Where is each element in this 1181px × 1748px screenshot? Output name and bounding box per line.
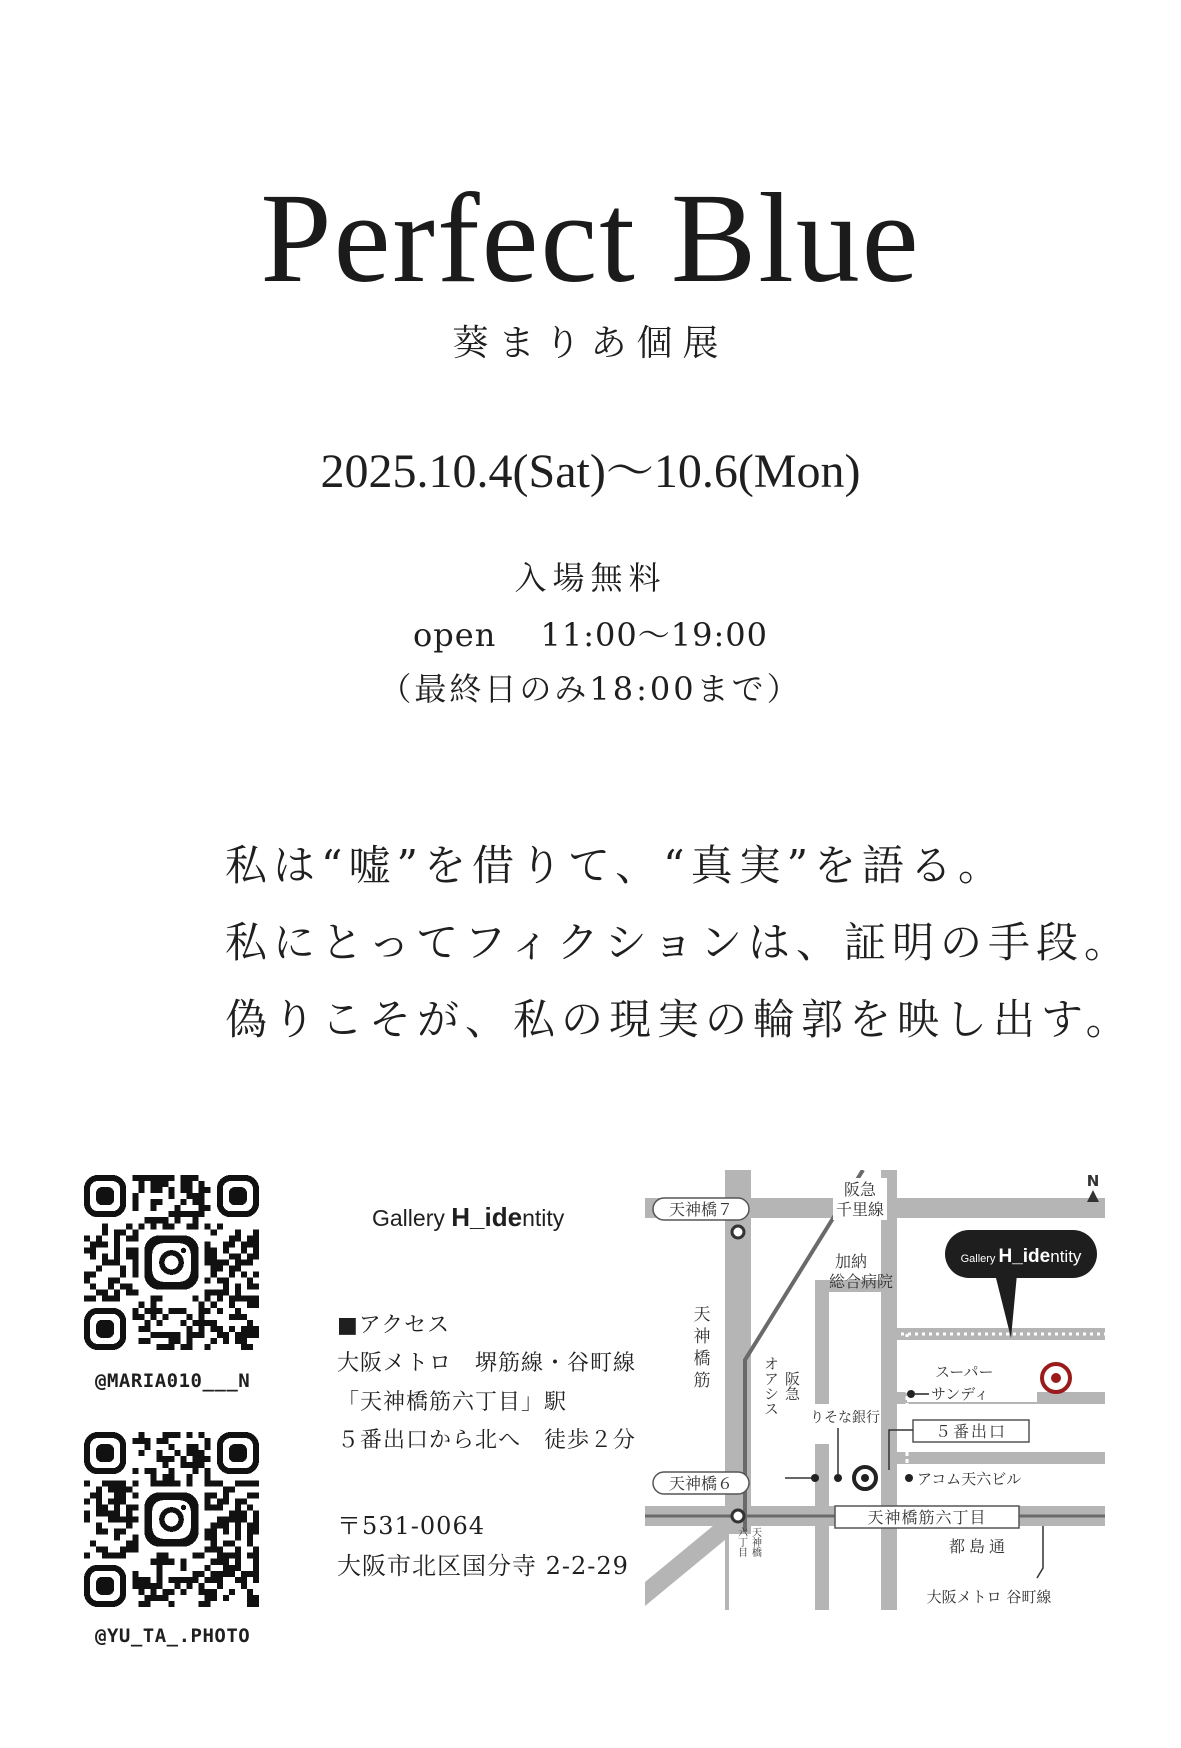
station-tenjinbashi7-dot (732, 1226, 744, 1238)
postal-code: 〒531-0064 (337, 1512, 485, 1540)
station-tenjinbashi6-dot (732, 1510, 744, 1522)
gallery-location-dot (1051, 1373, 1061, 1383)
resona-label: りそな銀行 (810, 1410, 880, 1426)
acom-dot (905, 1474, 913, 1482)
exit5-marker-dot (861, 1474, 869, 1482)
instagram-handle-yuta: @YU_TA_.PHOTO (95, 1625, 251, 1647)
qr-finder-pattern (87, 1178, 123, 1214)
miyakojima-label: 都島通 (948, 1537, 1010, 1556)
oasis-dot (811, 1474, 819, 1482)
qr-finder-pattern (87, 1435, 123, 1471)
super-label-2: サンディ (931, 1385, 990, 1403)
tanimachi-leader (1037, 1526, 1043, 1578)
street-diagonal-sw (645, 1516, 737, 1606)
north-arrow-icon (1087, 1190, 1099, 1202)
north-letter: N (1086, 1172, 1100, 1190)
street-label-3: 橋 (693, 1349, 711, 1369)
street-label-1: 天 (693, 1305, 711, 1325)
hankyu-label-1: 阪急 (843, 1180, 877, 1199)
last-day-note: （最終日のみ18:00まで） (379, 670, 802, 708)
station-tenjinbashi7-label: 天神橋７ (668, 1200, 734, 1219)
street-label-2: 神 (693, 1327, 711, 1347)
event-title: Perfect Blue (260, 167, 921, 309)
qr-code-maria[interactable] (84, 1175, 259, 1350)
qr-finder-pattern (87, 1568, 123, 1604)
access-line-1: 大阪メトロ 堺筋線・谷町線 (337, 1351, 637, 1376)
super-label-1: スーパー (935, 1363, 994, 1381)
hankyu-label-2: 千里線 (835, 1200, 885, 1219)
station-tenjinbashi6-label: 天神橋６ (668, 1474, 734, 1493)
qr-finder-pattern (87, 1311, 123, 1347)
instagram-icon (144, 1492, 198, 1546)
access-map (645, 1170, 1105, 1610)
qr-finder-pattern (220, 1435, 256, 1471)
statement-line-1: 私は“嘘”を借りて、“真実”を語る。 (225, 841, 1007, 890)
gallery-name-bold: H_ide (451, 1202, 523, 1232)
gallery-name-prefix: Gallery (372, 1205, 452, 1231)
acom-label: アコム天六ビル (917, 1470, 1022, 1488)
event-dates: 2025.10.4(Sat)～10.6(Mon) (320, 445, 861, 498)
opening-hours: open 11:00～19:00 (413, 616, 768, 654)
gallery-bubble-label: Gallery H_identity (960, 1246, 1082, 1267)
event-subtitle: 葵まりあ個展 (452, 323, 729, 364)
statement-line-2: 私にとってフィクションは、証明の手段。 (225, 918, 1132, 967)
street-acom (897, 1452, 1105, 1464)
qr-code-yuta[interactable] (84, 1432, 259, 1607)
street-east (881, 1170, 897, 1610)
instagram-icon (144, 1235, 198, 1289)
station-name-label: 天神橋筋六丁目 (867, 1508, 987, 1527)
small-station-2: 六丁目 (735, 1527, 747, 1557)
access-line-3: ５番出口から北へ 徒歩２分 (337, 1428, 637, 1453)
tanimachi-label: 大阪メトロ 谷町線 (926, 1588, 1052, 1606)
instagram-handle-maria: @MARIA010___N (95, 1370, 251, 1392)
access-heading: ■アクセス (337, 1313, 451, 1338)
oasis-label-2: オアシス (762, 1356, 780, 1416)
oasis-label-1: 阪急 (783, 1371, 801, 1401)
super-dot (907, 1390, 915, 1398)
statement-line-3: 偽りこそが、私の現実の輪郭を映し出す。 (225, 995, 1134, 1044)
access-line-2: 「天神橋筋六丁目」駅 (337, 1390, 568, 1415)
admission-note: 入場無料 (514, 559, 667, 597)
street-label-4: 筋 (693, 1371, 711, 1391)
exit5-label: ５番出口 (934, 1422, 1008, 1441)
hospital-label-2: 総合病院 (829, 1272, 894, 1291)
qr-finder-pattern (220, 1178, 256, 1214)
resona-dot (834, 1474, 842, 1482)
hospital-label-1: 加納 (835, 1252, 868, 1271)
gallery-name-suffix: ntity (522, 1205, 565, 1231)
street-middle (815, 1280, 829, 1610)
small-station-1: 天神橋 (749, 1527, 761, 1557)
address: 大阪市北区国分寺 2-2-29 (337, 1552, 629, 1580)
gallery-name (372, 1202, 564, 1233)
